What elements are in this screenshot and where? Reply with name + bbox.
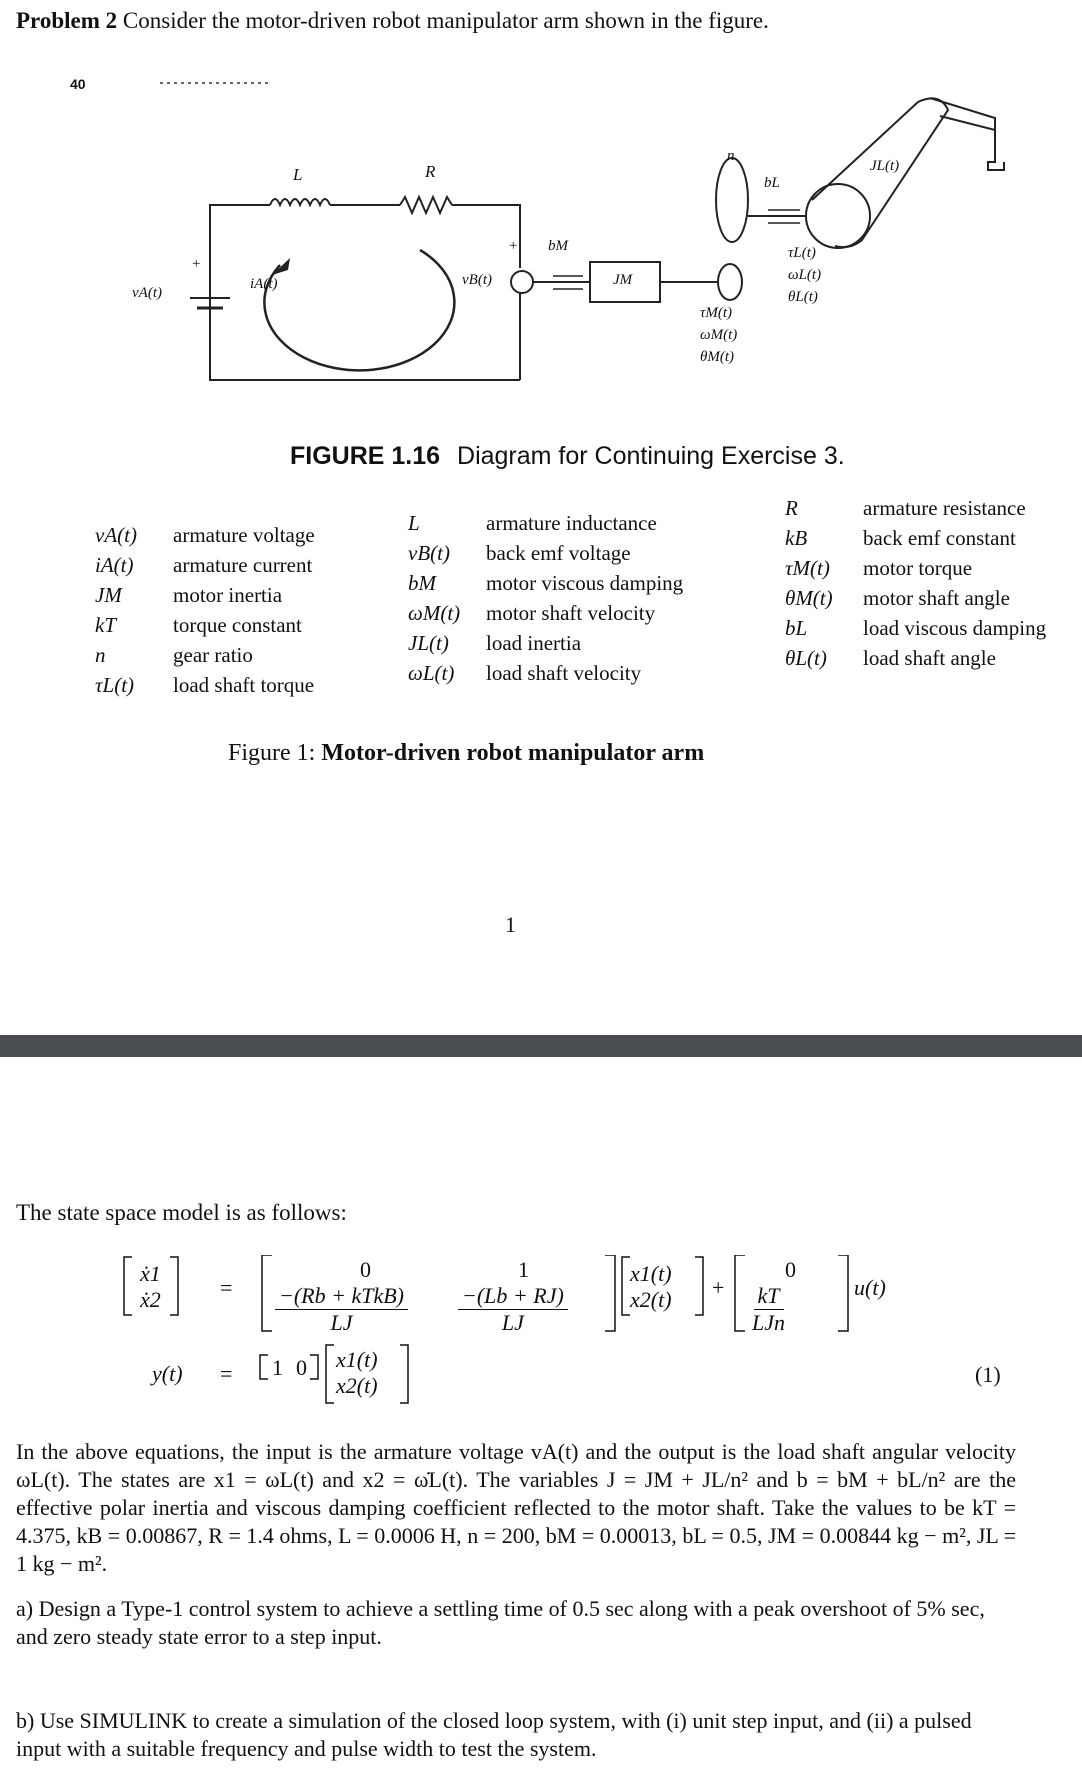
lhs-vector xyxy=(140,1261,161,1313)
current-loop-arrowhead xyxy=(272,258,290,275)
c1: 1 xyxy=(272,1355,283,1380)
c2: 0 xyxy=(296,1355,307,1380)
legend-row: θM(t) motor shaft angle xyxy=(785,586,1010,610)
bracket-b-open xyxy=(735,1255,745,1331)
motor-shaft-labels xyxy=(700,302,737,368)
plus-sign: + xyxy=(712,1275,725,1300)
x1-out: x1(t) xyxy=(336,1347,378,1372)
figure-1-caption xyxy=(228,740,704,767)
label-thetaL: θL(t) xyxy=(788,289,818,305)
x2-out: x2(t) xyxy=(336,1373,378,1398)
equals-sign-1: = xyxy=(220,1275,233,1300)
output-state-vector xyxy=(336,1347,378,1399)
legend-row: vA(t) armature voltage xyxy=(95,523,315,547)
problem-heading xyxy=(16,8,769,34)
wire-top-right xyxy=(452,205,520,268)
x2-dot: ẋ2 xyxy=(140,1287,161,1312)
problem-label: Problem 2 xyxy=(16,8,118,33)
inductor-coil xyxy=(270,199,330,205)
problem-intro: Consider the motor-driven robot manipulator arm shown in the figure. xyxy=(122,8,769,33)
legend-row: JL(t) load inertia xyxy=(408,631,582,655)
arm-forearm xyxy=(930,98,995,130)
page-separator xyxy=(0,1035,1082,1057)
bracket-x2-close xyxy=(400,1345,408,1403)
legend-row: τL(t) load shaft torque xyxy=(95,673,315,697)
label-plus-battery: + xyxy=(192,256,201,272)
a22 xyxy=(458,1283,568,1336)
label-bM: bM xyxy=(548,238,568,254)
book-figure-text: Diagram for Continuing Exercise 3. xyxy=(457,442,845,470)
book-figure-number: FIGURE 1.16 xyxy=(290,442,441,470)
equation-number: (1) xyxy=(975,1362,1001,1387)
legend-row: L armature inductance xyxy=(408,511,657,535)
state-vector xyxy=(630,1261,672,1313)
legend-row: n gear ratio xyxy=(95,643,253,667)
label-L: L xyxy=(293,165,303,184)
label-iA: iA(t) xyxy=(250,276,278,292)
load-shaft-labels xyxy=(788,242,821,308)
label-JL: JL(t) xyxy=(870,158,900,174)
label-n: n xyxy=(727,148,735,164)
label-plus-motor: + xyxy=(509,238,518,254)
motor-emf-circle xyxy=(511,271,533,293)
figure-1-label: Figure 1: xyxy=(228,740,316,766)
x1: x1(t) xyxy=(630,1261,672,1286)
description-paragraph: In the above equations, the input is the armature voltage vA(t) and the output is the load shaft angular velocity ωL(t). The states are x1 = ωL(t) and x2 = ω̇L(t). The variables J = JM + JL/n² and b = bM + bL/n² are the effective polar inertia and viscous damping coefficient reflected to the motor shaft. Take the values to be kT = 4.375, kB = 0.00867, R = 1.4 ohms, L = 0.0006 H, n = 200, bM = 0.00013, bL = 0.5, JM = 0.00844 kg − m², JL = 1 kg − m². xyxy=(16,1439,1016,1576)
label-omegaM: ωM(t) xyxy=(700,327,738,343)
legend-row: ωM(t) motor shaft velocity xyxy=(408,601,656,625)
a21-den: LJ xyxy=(330,1310,353,1335)
a22-den: LJ xyxy=(501,1310,524,1335)
page-number: 1 xyxy=(505,912,516,937)
small-gear xyxy=(718,264,742,300)
label-R: R xyxy=(425,162,436,181)
label-thetaM: θM(t) xyxy=(700,349,735,365)
legend-row: bM motor viscous damping xyxy=(408,571,684,595)
legend-col-1 xyxy=(95,520,315,700)
state-space-intro: The state space model is as follows: xyxy=(16,1200,347,1225)
a21-num: −(Rb + kTkB) xyxy=(275,1283,408,1310)
legend-row: vB(t) back emf voltage xyxy=(408,541,631,565)
legend-row: kT torque constant xyxy=(95,613,302,637)
input-u: u(t) xyxy=(854,1275,886,1300)
part-b: b) Use SIMULINK to create a simulation of the closed loop system, with (i) unit step input, and (ii) a pulsed input with a suitable frequency and pulse width to test the system. xyxy=(16,1708,972,1761)
label-vA: vA(t) xyxy=(132,285,162,301)
current-loop-arc xyxy=(264,250,454,370)
legend-row: bL load viscous damping xyxy=(785,616,1047,640)
legend-row: JM motor inertia xyxy=(95,583,283,607)
b2-num: kT xyxy=(754,1283,784,1310)
legend-row: τM(t) motor torque xyxy=(785,556,973,580)
bracket-c-open xyxy=(260,1355,268,1379)
output-y: y(t) xyxy=(152,1361,183,1386)
legend-row: θL(t) load shaft angle xyxy=(785,646,996,670)
a12: 1 xyxy=(518,1257,529,1282)
legend-row: ωL(t) load shaft velocity xyxy=(408,661,642,685)
label-JM: JM xyxy=(613,272,633,288)
x1-dot: ẋ1 xyxy=(140,1261,161,1286)
bracket-c-close xyxy=(310,1355,318,1379)
legend-row: R armature resistance xyxy=(785,496,1026,520)
x2: x2(t) xyxy=(630,1287,672,1312)
header-scrap: 40 xyxy=(70,76,86,92)
b2-den: LJn xyxy=(752,1310,785,1335)
label-tauM: τM(t) xyxy=(700,305,733,321)
label-bL: bL xyxy=(764,175,780,191)
bracket-x-close xyxy=(695,1257,703,1315)
figure-diagram xyxy=(0,70,1082,470)
bracket-a-close xyxy=(605,1255,615,1331)
b2 xyxy=(752,1283,785,1336)
bracket-x2-open xyxy=(326,1345,334,1403)
legend-row: iA(t) armature current xyxy=(95,553,313,577)
part-a: a) Design a Type-1 control system to achieve a settling time of 0.5 sec along with a peak overshoot of 5% sec, and zero steady state error to a step input. xyxy=(16,1596,985,1649)
legend-col-3 xyxy=(785,493,1046,673)
equals-sign-2: = xyxy=(220,1361,233,1386)
a11: 0 xyxy=(360,1257,371,1282)
b1: 0 xyxy=(785,1257,796,1282)
legend-col-2 xyxy=(408,508,683,688)
bracket-a-open xyxy=(262,1255,272,1331)
label-tauL: τL(t) xyxy=(788,245,816,261)
large-gear xyxy=(716,158,748,242)
bracket-lhs-open xyxy=(124,1257,132,1315)
legend-row: kB back emf constant xyxy=(785,526,1016,550)
circuit-svg xyxy=(0,70,1082,470)
resistor-zigzag xyxy=(400,197,452,213)
arm-gripper xyxy=(988,130,1004,170)
bracket-x-open xyxy=(622,1257,630,1315)
arm-pivot xyxy=(806,184,870,248)
a22-num: −(Lb + RJ) xyxy=(458,1283,568,1310)
label-omegaL: ωL(t) xyxy=(788,267,822,283)
state-equation xyxy=(120,1255,940,1405)
figure-1-title: Motor-driven robot manipulator arm xyxy=(321,740,705,766)
bracket-lhs-close xyxy=(170,1257,178,1315)
label-vB: vB(t) xyxy=(462,272,492,288)
bracket-b-close xyxy=(838,1255,848,1331)
a21 xyxy=(275,1283,408,1336)
book-figure-caption xyxy=(290,442,845,471)
